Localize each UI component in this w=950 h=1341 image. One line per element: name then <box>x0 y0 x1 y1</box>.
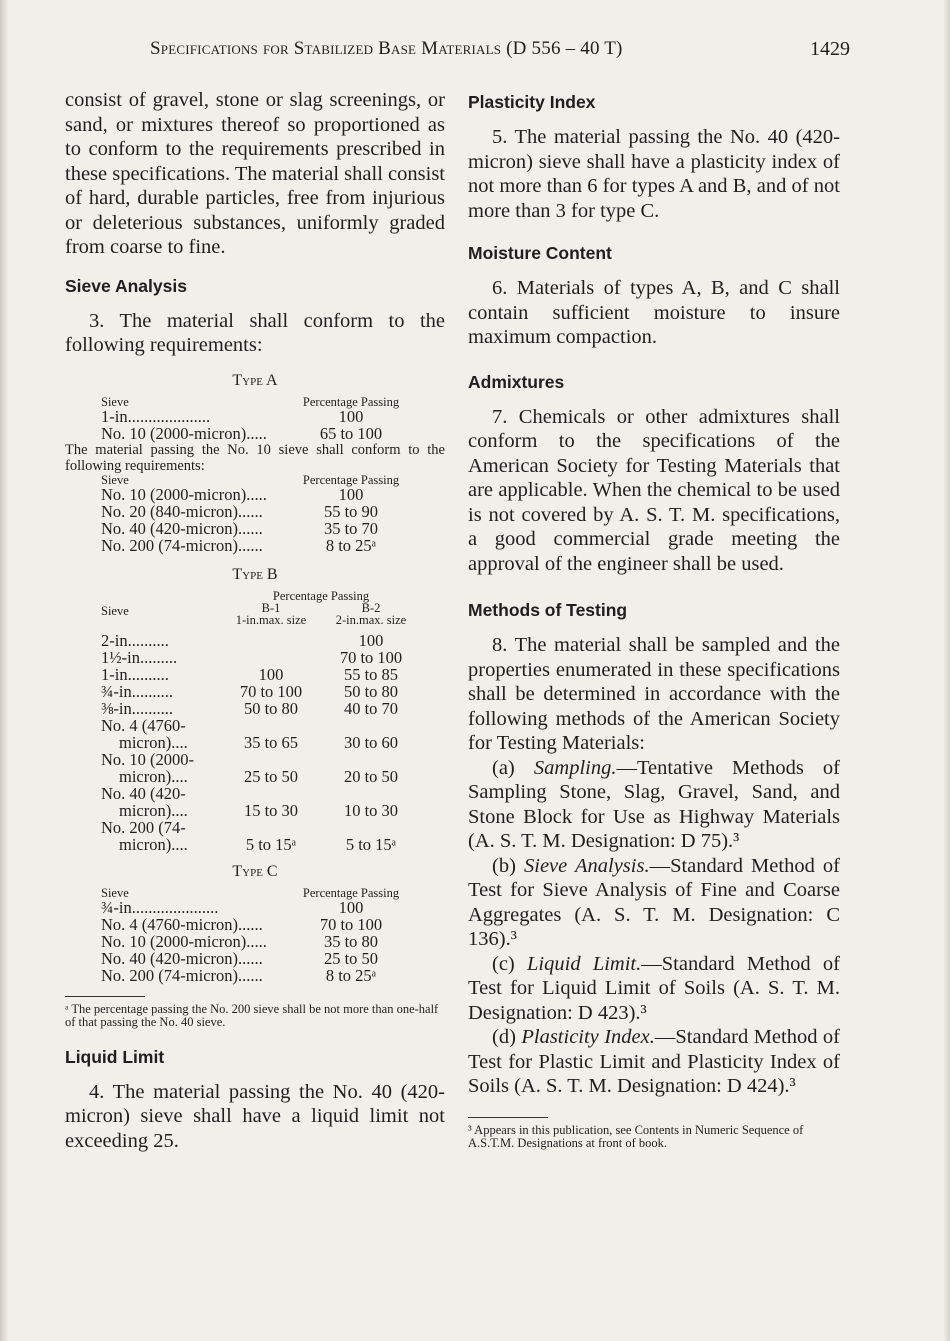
running-header: Specifications for Stabilized Base Materials (D 556 – 40 T) <box>150 38 623 59</box>
table-row: 1½-in......... 70 to 100 <box>101 647 403 667</box>
col-sieve: Sieve <box>101 885 129 900</box>
table-row: ¾-in.......... 70 to 100 50 to 80 <box>101 681 399 701</box>
right-column <box>468 88 840 1150</box>
section-5: 5. The material passing the No. 40 (420-micron) sieve shall have a plasticity index of not more than 6 for types A and B, and of not more than 3 for type C. <box>468 126 840 222</box>
table-row: No. 40 (420-micron)...... 35 to 70 <box>101 518 379 538</box>
moisture-content-heading: Moisture Content <box>468 243 612 263</box>
footnote-3: ³ Appears in this publication, see Contents in Numeric Sequence of A.S.T.M. Designations at front of book. <box>468 1122 804 1150</box>
col-b2: B-2 <box>361 600 381 615</box>
type-a-title: Type A <box>232 371 278 389</box>
section-3: 3. The material shall conform to the following requirements: <box>65 309 445 356</box>
table-row: 2-in.......... 100 <box>101 630 384 650</box>
table-row: No. 200 (74-micron)...... 8 to 25ᵃ <box>101 965 377 985</box>
footnote-rule <box>468 1117 548 1118</box>
methods-of-testing-heading: Methods of Testing <box>468 600 628 620</box>
type-a-note: The material passing the No. 10 sieve shall conform to the following requirements: <box>65 441 445 474</box>
section-7: 7. Chemicals or other admixtures shall conform to the specifications of the American Society for Testing Materials that are applicable. When the chemical to be used is not covered by A. S. T. M. specifications, a good commercial grade meeting the approval of the engineer shall be used. <box>468 405 840 575</box>
col-percentage: Percentage Passing <box>272 588 370 603</box>
method-item-b: (b) Sieve Analysis.—Standard Method of Test for Sieve Analysis of Fine and Coarse Aggregates (A. S. T. M. Designation: C 136).³ <box>468 854 840 950</box>
table-row: 1-in.................... 100 <box>101 406 364 426</box>
col-percentage: Percentage Passing <box>302 394 400 409</box>
col-b1: B-1 <box>261 600 281 615</box>
table-row: No. 4 (4760-micron)...... 70 to 100 <box>101 914 383 934</box>
type-c-title: Type C <box>232 862 278 880</box>
type-c-table <box>101 887 401 984</box>
type-b-table <box>101 590 421 853</box>
footnote-a: ᵃ The percentage passing the No. 200 sieve shall be not more than one-half of that passing the No. 40 sieve. <box>65 1001 439 1029</box>
table-row: No. 40 (420- micron).... 15 to 30 10 to 30 <box>101 783 399 820</box>
method-item-d: (d) Plasticity Index.—Standard Method of Test for Plastic Limit and Plasticity Index of Soils (A. S. T. M. Designation: D 424).³ <box>468 1026 841 1097</box>
table-row: 1-in.......... 100 55 to 85 <box>101 664 399 684</box>
table-row: No. 40 (420-micron)...... 25 to 50 <box>101 948 379 968</box>
intro-paragraph: consist of gravel, stone or slag screenings, or sand, or mixtures thereof so proportioned as to conform to the requirements prescribed in these specifications. The material shall consist of hard, durable particles, free from injurious or deleterious substances, uniformly graded from coarse to fine. <box>65 89 445 258</box>
section-6: 6. Materials of types A, B, and C shall contain sufficient moisture to insure maximum compaction. <box>468 277 840 348</box>
table-row: No. 10 (2000-micron)..... 35 to 80 <box>101 931 379 951</box>
col-percentage: Percentage Passing <box>302 472 400 487</box>
admixtures-heading: Admixtures <box>468 371 565 392</box>
sieve-analysis-heading: Sieve Analysis <box>65 275 187 296</box>
scan-edge-left <box>0 0 8 1341</box>
type-a-table-2 <box>101 474 401 554</box>
col-sieve: Sieve <box>101 472 129 487</box>
type-a-table <box>101 396 401 442</box>
col-sieve: Sieve <box>101 394 129 409</box>
section-4: 4. The material passing the No. 40 (420-micron) sieve shall have a liquid limit not exceeding 25. <box>65 1080 445 1152</box>
table-row: No. 200 (74-micron)...... 8 to 25ᵃ <box>101 535 377 555</box>
col-sieve: Sieve <box>101 603 129 618</box>
scan-edge-right <box>944 0 950 1341</box>
table-row: No. 200 (74- micron).... 5 to 15ᵃ 5 to 15ᵃ <box>101 817 397 854</box>
liquid-limit-heading: Liquid Limit <box>65 1046 165 1067</box>
col-b1-sub: 1-in.max. size <box>235 612 307 627</box>
section-8: 8. The material shall be sampled and the properties enumerated in these specifications shall be determined in accordance with the following methods of the American Society for Testing Materials: <box>468 634 840 754</box>
left-column <box>65 88 445 1153</box>
col-b2-sub: 2-in.max. size <box>335 612 407 627</box>
table-row: No. 10 (2000-micron)..... 100 <box>101 484 364 504</box>
type-b-title: Type B <box>232 565 278 583</box>
footnote-rule <box>65 996 145 997</box>
page-number: 1429 <box>810 38 850 60</box>
col-percentage: Percentage Passing <box>302 885 400 900</box>
table-row: No. 10 (2000- micron).... 25 to 50 20 to 50 <box>101 749 399 786</box>
method-item-a: (a) Sampling.—Tentative Methods of Sampling Stone, Slag, Gravel, Sand, and Stone Block for Use as Highway Materials (A. S. T. M. Designation: D 75).³ <box>468 756 840 852</box>
table-row: No. 10 (2000-micron)..... 65 to 100 <box>101 423 383 443</box>
method-item-c: (c) Liquid Limit.—Standard Method of Test for Liquid Limit of Soils (A. S. T. M. Designation: D 423).³ <box>468 952 840 1024</box>
table-row: ⅜-in.......... 50 to 80 40 to 70 <box>101 698 399 718</box>
table-row: No. 20 (840-micron)...... 55 to 90 <box>101 501 379 521</box>
table-row: No. 4 (4760- micron).... 35 to 65 30 to 60 <box>101 715 399 752</box>
plasticity-index-heading: Plasticity Index <box>468 92 596 112</box>
table-row: ¾-in..................... 100 <box>101 897 364 917</box>
